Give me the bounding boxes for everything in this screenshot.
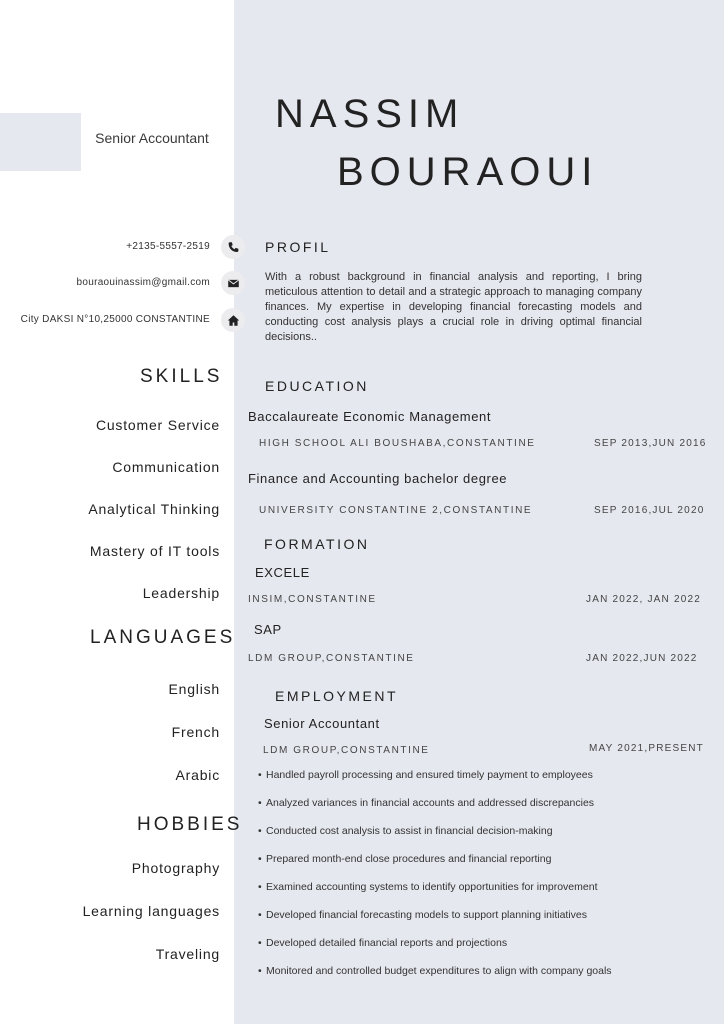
first-name: NASSIM (275, 92, 465, 136)
education-school: HIGH SCHOOL ALI BOUSHABA,CONSTANTINE (259, 438, 536, 449)
education-dates: SEP 2016,JUL 2020 (594, 505, 705, 516)
formation-dates: JAN 2022,JUN 2022 (586, 653, 698, 664)
formation-title: SAP (254, 622, 282, 637)
formation-place: LDM GROUP,CONSTANTINE (248, 653, 415, 664)
education-school: UNIVERSITY CONSTANTINE 2,CONSTANTINE (259, 505, 533, 516)
formation-dates: JAN 2022, JAN 2022 (586, 594, 701, 605)
hobby-item: Learning languages (82, 903, 220, 919)
education-heading: EDUCATION (265, 378, 369, 394)
language-item: English (168, 681, 220, 697)
employment-company: LDM GROUP,CONSTANTINE (263, 745, 430, 756)
education-dates: SEP 2013,JUN 2016 (594, 438, 707, 449)
hobbies-heading: HOBBIES (137, 814, 243, 835)
formation-title: EXCELE (255, 565, 310, 580)
employment-title: Senior Accountant (264, 716, 380, 731)
skill-item: Leadership (142, 585, 220, 601)
languages-heading: LANGUAGES (90, 627, 236, 648)
employment-bullet: • Prepared month-end close procedures and financial reporting (258, 853, 552, 865)
language-item: Arabic (175, 767, 220, 783)
phone-icon (221, 235, 245, 259)
skill-item: Analytical Thinking (88, 501, 220, 517)
formation-heading: FORMATION (264, 536, 370, 552)
employment-bullet: • Developed financial forecasting models to support planning initiatives (258, 909, 588, 921)
last-name: BOURAOUI (337, 150, 599, 194)
contact-email: bouraouinassim@gmail.com (76, 277, 210, 288)
employment-dates: MAY 2021,PRESENT (589, 743, 704, 754)
email-icon (221, 271, 245, 295)
home-icon (221, 308, 245, 332)
employment-bullet: • Handled payroll processing and ensured timely payment to employees (258, 769, 593, 781)
job-title: Senior Accountant (95, 130, 209, 146)
profile-text: With a robust background in financial analysis and reporting, I bring meticulous attention to detail and a strategic approach to managing company finances. My expertise in developing financial forecasting models and conducting cost analysis plays a crucial role in driving optimal financial decisions.. (265, 271, 642, 343)
employment-bullet: • Monitored and controlled budget expenditures to align with company goals (258, 965, 612, 977)
skill-item: Mastery of IT tools (89, 543, 220, 559)
education-degree: Baccalaureate Economic Management (248, 409, 492, 424)
education-degree: Finance and Accounting bachelor degree (248, 471, 508, 486)
employment-bullet: • Developed detailed financial reports and projections (258, 937, 508, 949)
photo-placeholder (0, 113, 81, 171)
hobby-item: Traveling (155, 946, 220, 962)
contact-phone: +2135-5557-2519 (126, 241, 210, 252)
employment-heading: EMPLOYMENT (275, 688, 399, 704)
formation-place: INSIM,CONSTANTINE (248, 594, 377, 605)
employment-bullet: • Examined accounting systems to identify opportunities for improvement (258, 881, 598, 893)
hobby-item: Photography (131, 860, 220, 876)
contact-address: City DAKSI N°10,25000 CONSTANTINE (20, 314, 210, 325)
language-item: French (171, 724, 220, 740)
employment-bullet: • Conducted cost analysis to assist in financial decision-making (258, 825, 553, 837)
profile-heading: PROFIL (265, 239, 331, 255)
skill-item: Communication (112, 459, 220, 475)
employment-bullet: • Analyzed variances in financial accounts and addressed discrepancies (258, 797, 595, 809)
skill-item: Customer Service (95, 417, 220, 433)
skills-heading: SKILLS (140, 366, 223, 387)
